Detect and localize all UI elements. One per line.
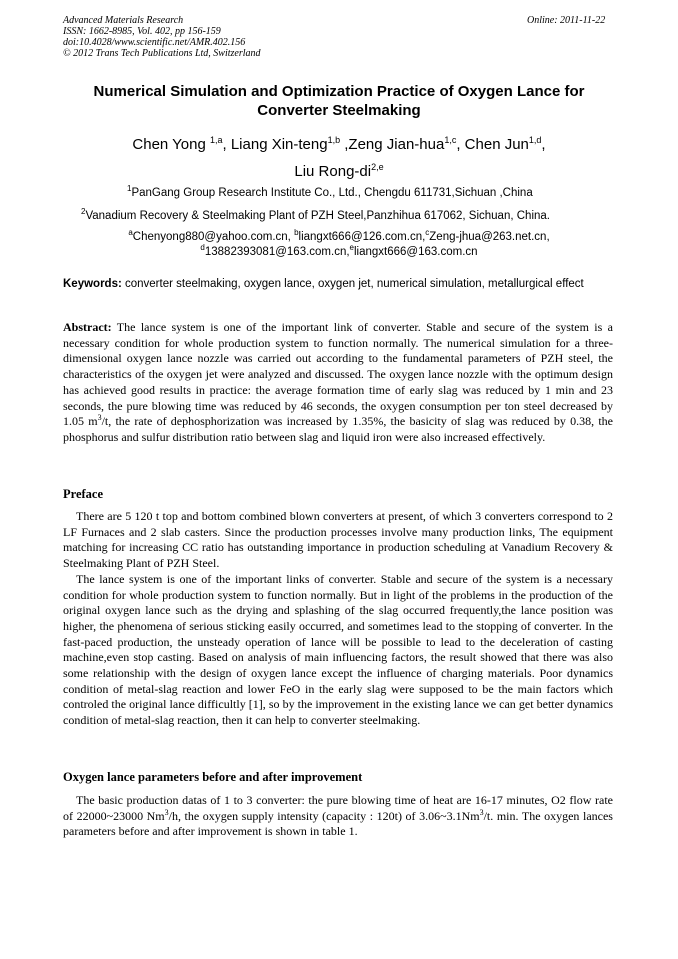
- affiliation-1: [127, 182, 533, 200]
- paragraph: [63, 793, 613, 840]
- affiliation-2: [81, 205, 550, 223]
- keywords-label: Keywords:: [63, 278, 122, 290]
- copyright-line: © 2012 Trans Tech Publications Ltd, Switzerland: [63, 48, 261, 59]
- keywords: [63, 277, 613, 291]
- paragraph: There are 5 120 t top and bottom combined blown converters at present, of which 3 converters correspond to 2 LF Furnaces and 2 slab casters. Since the production processes involve many production links, The equipment matching for increasing CC ratio has outstanding importance in production scheduling at Vanadium Recovery & Steelmaking Plant of PZH Steel.: [63, 509, 613, 571]
- email-link[interactable]: 13882393081@163.com.cn,: [204, 245, 350, 258]
- aff-sup: 2: [81, 207, 86, 216]
- author-name: ,Zeng Jian-hua: [340, 136, 445, 153]
- email-sup: b: [294, 228, 299, 237]
- email-link[interactable]: Chenyong880@yahoo.com.cn,: [132, 230, 295, 243]
- author-sup: 1,d: [528, 135, 542, 145]
- email-link[interactable]: liangxt666@163.com.cn: [354, 245, 478, 258]
- email-link[interactable]: liangxt666@126.com.cn,: [298, 230, 426, 243]
- abstract-text: The lance system is one of the important link of converter. Stable and secure of the system is a necessary condition for whole production system to function normally. The numerical simulation for a three-dimensional oxygen lance nozzle was carried out according to the fundamental parameters of PZH steel, the characteristics of the oxygen jet were analyzed and discussed. The oxygen lance nozzle with the optimum design has achieved good results in practice: the average formation time of early slag was reduced by 1 min and 23 seconds, the pure blowing time was reduced by 46 seconds, the oxygen consumption per ton steel decreased by 1.05 m: [63, 320, 613, 429]
- author-name: Liu Rong-di: [294, 163, 372, 180]
- preface-section: [63, 509, 613, 729]
- aff-text: PanGang Group Research Institute Co., Ltd., Chengdu 611731,Sichuan ,China: [131, 186, 533, 199]
- author-sup: 1,b: [327, 135, 341, 145]
- paragraph: The lance system is one of the important links of converter. Stable and secure of the system is a necessary condition for whole production system to function normally. But in light of the problems in the production of the original oxygen lance such as the drying and splashing of the slag occurred frequently,the lance position was higher, the phenomena of serious sticking easily occurred, and sometimes lead to the stopping of converter. In the fast-paced production, the unsteady operation of lance will be possible to lead to the deceleration of casting machine,even stop casting. Based on analysis of main influencing factors, the result showed that there was also some relationship with the design of oxygen lance except the influence of charging materials. Poor dynamics condition of metal-slag reaction and lower FeO in the early slag were supposed to be the main factors which controled the original lance difficultly [1], so by the improvement in the existing lance we can get better dynamics condition of metal-slag reaction, then it can help to converter steelmaking.: [63, 571, 613, 728]
- unit-sup: 3: [479, 807, 484, 817]
- paragraph-text: /t. min. The oxygen lances parameters before and after improvement is shown in table 1.: [63, 808, 613, 839]
- email-sup: c: [425, 228, 430, 237]
- author-sup: 2,e: [371, 162, 384, 172]
- abstract-label: Abstract:: [63, 320, 112, 334]
- online-date: Online: 2011-11-22: [527, 15, 606, 26]
- journal-header: [63, 15, 261, 59]
- email-link[interactable]: Zeng-jhua@263.net.cn,: [429, 230, 550, 243]
- author-sup: 1,a: [209, 135, 223, 145]
- journal-name: Advanced Materials Research: [63, 15, 184, 26]
- email-sup: a: [128, 228, 133, 237]
- paragraph-text: The basic production datas of 1 to 3 converter: the pure blowing time of heat are 16-17 minutes, O2 flow rate of 22000~23000 Nm: [63, 793, 613, 823]
- abstract-sup: 3: [97, 413, 102, 423]
- section-heading-preface: Preface: [63, 487, 104, 501]
- aff-sup: 1: [127, 184, 132, 193]
- paper-title: Numerical Simulation and Optimization Practice of Oxygen Lance for Converter Steelmaking: [93, 83, 585, 119]
- paragraph-text: /h, the oxygen supply intensity (capacity : 120t) of 3.06~3.1Nm: [168, 808, 480, 823]
- abstract-text: /t, the rate of dephosphorization was increased by 1.35%, the basicity of slag was reduced by 0.38, the phosphorus and sulfur distribution ratio between slag and liquid iron were also increased effectively.: [63, 414, 613, 444]
- abstract: [63, 320, 613, 446]
- issn-line: ISSN: 1662-8985, Vol. 402, pp 156-159: [63, 26, 221, 37]
- author-name: Chen Yong: [132, 136, 210, 153]
- oxygen-lance-section: [63, 793, 613, 840]
- author-list: [60, 129, 618, 183]
- email-line-2: [60, 241, 618, 259]
- unit-sup: 3: [164, 807, 169, 817]
- email-sup: e: [349, 243, 354, 252]
- author-name: , Liang Xin-teng: [222, 136, 328, 153]
- doi-line: doi:10.4028/www.scientific.net/AMR.402.156: [63, 37, 246, 48]
- section-heading-oxygen-lance: Oxygen lance parameters before and after improvement: [63, 770, 363, 784]
- email-sup: d: [200, 243, 205, 252]
- author-sep: ,: [541, 136, 546, 153]
- aff-text: Vanadium Recovery & Steelmaking Plant of PZH Steel,Panzhihua 617062, Sichuan, China.: [85, 209, 550, 222]
- keywords-text: converter steelmaking, oxygen lance, oxygen jet, numerical simulation, metallurgical effect: [121, 278, 584, 290]
- author-name: , Chen Jun: [456, 136, 529, 153]
- author-sup: 1,c: [444, 135, 457, 145]
